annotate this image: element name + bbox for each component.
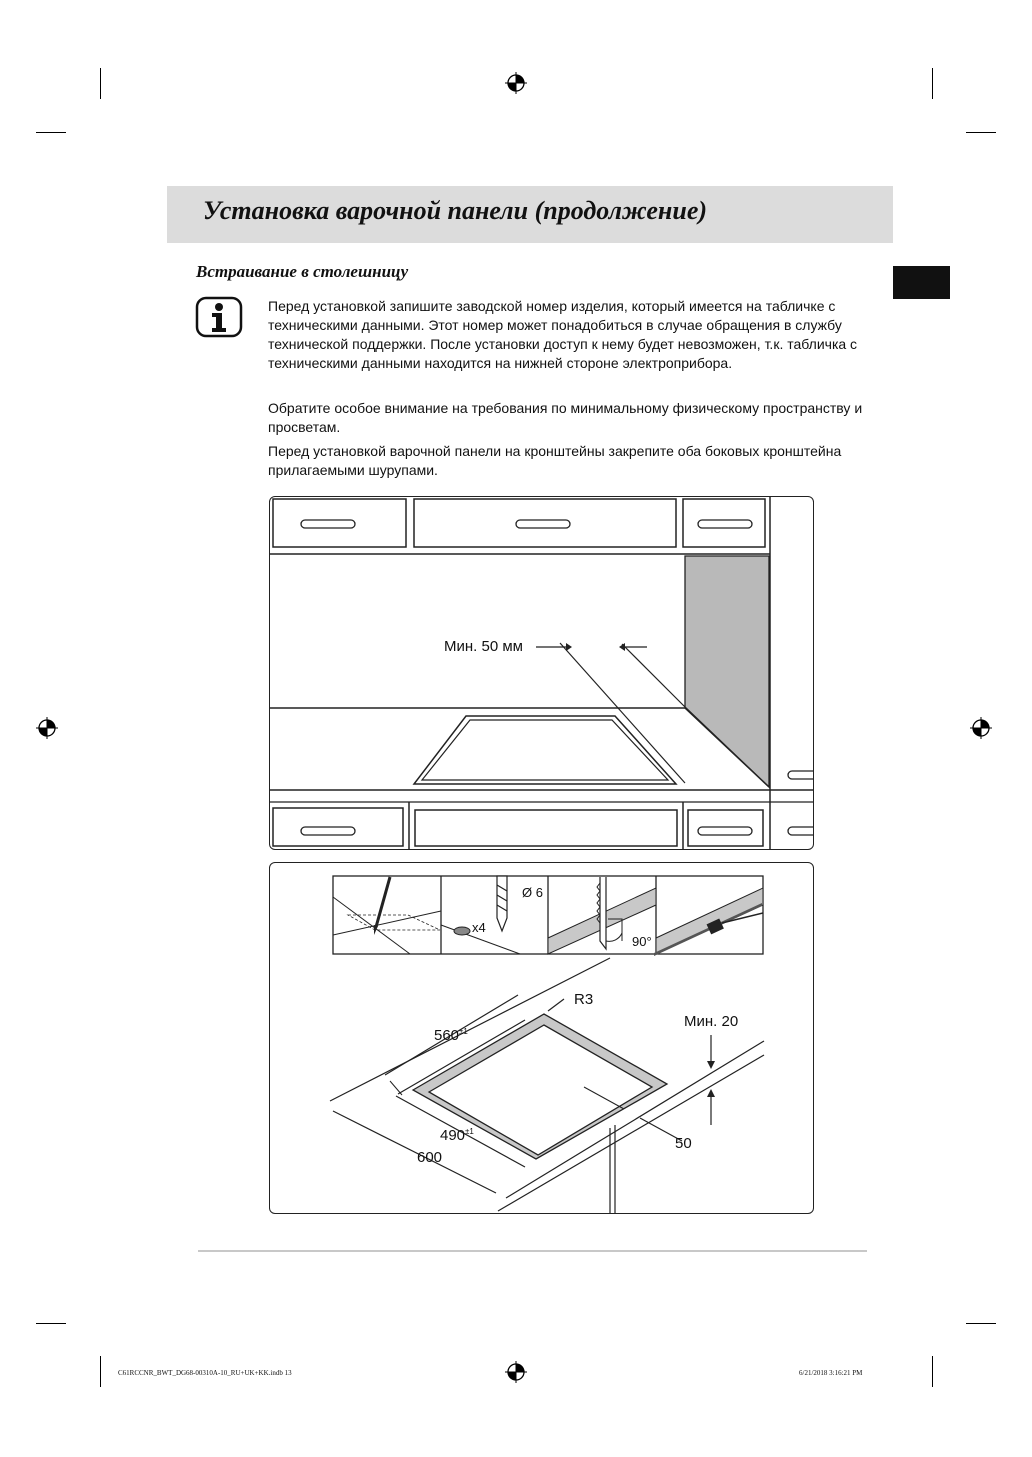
crop-mark — [100, 1356, 101, 1387]
crop-mark — [932, 68, 933, 99]
cutout-depth-value: 490 — [440, 1127, 466, 1144]
crop-mark — [932, 1356, 933, 1387]
crop-mark — [100, 68, 101, 99]
registration-mark-icon — [505, 72, 527, 94]
paragraph: Обратите особое внимание на требования по минимальному физическому пространству и просветам. — [268, 400, 863, 435]
edge-distance-label: 50 — [675, 1135, 692, 1152]
drill-diameter-label: Ø 6 — [522, 885, 543, 900]
footer-timestamp: 6/21/2018 3:16:21 PM — [799, 1369, 863, 1377]
section-subtitle: Встраивание в столешницу — [196, 262, 409, 281]
crop-mark — [36, 132, 66, 133]
cutout-width-label — [434, 1027, 468, 1044]
cutout-width-tolerance: ±1 — [459, 1027, 468, 1036]
screw-count-label: x4 — [472, 920, 486, 935]
cutout-depth-tolerance: ±1 — [465, 1127, 474, 1136]
paragraph: Перед установкой запишите заводской номер изделия, который имеется на табличке с техническими данными. Этот номер может понадобиться в случае обращения в службу технической поддержки. После установки доступ к нему будет невозможен, т.к. табличка с техническими данными находится на нижней стороне электроприбора. — [268, 298, 858, 371]
min-clearance-label: Мин. 20 — [684, 1013, 739, 1030]
page-title: Установка варочной панели (продолжение) — [203, 196, 708, 225]
crop-mark — [966, 1323, 996, 1324]
registration-mark-icon — [36, 717, 58, 739]
cutout-width-value: 560 — [434, 1027, 460, 1044]
info-icon — [195, 296, 243, 338]
crop-mark — [966, 132, 996, 133]
radius-label: R3 — [574, 991, 594, 1008]
footer-rule — [198, 1250, 867, 1252]
worktop-depth-label: 600 — [417, 1149, 443, 1166]
kitchen-clearance-figure — [269, 496, 814, 850]
angle-label: 90° — [632, 934, 652, 949]
footer-file-name: C61RCCNR_BWT_DG68-00310A-10_RU+UK+KK.indb 13 — [118, 1369, 292, 1377]
registration-mark-icon — [970, 717, 992, 739]
cutout-depth-label — [440, 1127, 474, 1144]
registration-mark-icon — [505, 1361, 527, 1383]
min-clearance-label: Мин. 50 мм — [444, 638, 523, 655]
section-tab — [893, 266, 950, 299]
paragraph: Перед установкой варочной панели на кронштейны закрепите оба боковых кронштейна прилагаемыми шурупами. — [268, 443, 842, 478]
cutout-dimensions-figure — [269, 862, 814, 1214]
crop-mark — [36, 1323, 66, 1324]
